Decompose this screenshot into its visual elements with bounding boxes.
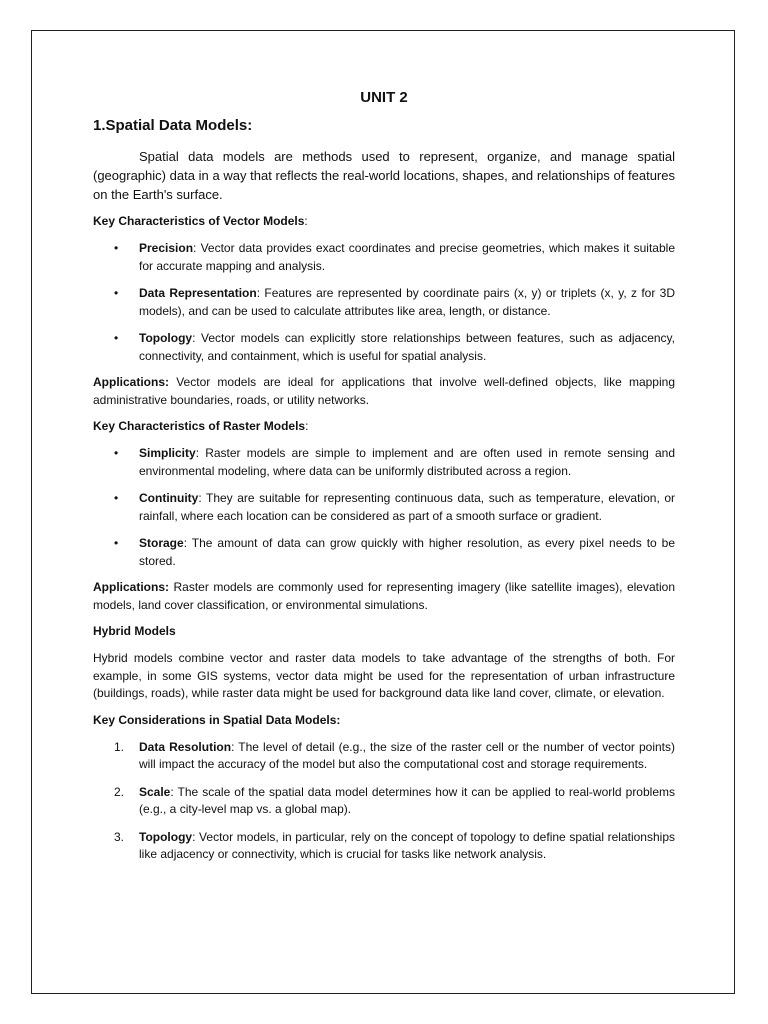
list-item: [93, 240, 675, 275]
item-term: Storage: [139, 536, 184, 550]
raster-heading-colon: :: [305, 419, 309, 433]
item-text: : Features are represented by coordinate pairs (x, y) or triplets (x, y, z for 3D models), and can be used to calculate attributes like area, length, or distance.: [139, 286, 675, 318]
list-item: [93, 490, 675, 525]
list-item: [93, 330, 675, 365]
item-text: : Raster models are simple to implement and are often used in remote sensing and environmental modeling, where data can be uniformly distributed across a region.: [139, 446, 675, 478]
hybrid-heading: Hybrid Models: [93, 624, 176, 638]
list-item: [93, 535, 675, 570]
item-text: : Vector data provides exact coordinates and precise geometries, which makes it suitable for accurate mapping and analysis.: [139, 241, 675, 273]
vector-heading: [93, 213, 675, 230]
bullet-icon: •: [114, 446, 119, 460]
unit-title: UNIT 2: [360, 89, 408, 106]
vector-applications: [93, 374, 675, 409]
list-item: [93, 739, 675, 774]
bullet-icon: •: [114, 491, 119, 505]
item-term: Scale: [139, 784, 171, 799]
item-term: Simplicity: [139, 446, 196, 460]
raster-applications: [93, 579, 675, 614]
list-item: [93, 784, 675, 819]
considerations-heading: Key Considerations in Spatial Data Models:: [93, 712, 341, 727]
applications-text: Vector models are ideal for applications that involve well-defined objects, like mapping administrative boundaries, roads, or utility networks.: [93, 375, 675, 407]
document-content: [93, 89, 675, 873]
bullet-icon: •: [114, 536, 119, 550]
item-text: : Vector models can explicitly store relationships between features, such as adjacency, connectivity, and containment, which is useful for spatial analysis.: [139, 331, 675, 363]
item-term: Data Representation: [139, 286, 257, 300]
raster-characteristics-list: [93, 445, 675, 570]
item-term: Precision: [139, 241, 194, 255]
item-text: : The amount of data can grow quickly with higher resolution, as every pixel needs to be stored.: [139, 536, 675, 568]
item-number: 1.: [114, 739, 125, 754]
list-item: [93, 285, 675, 320]
item-text: : They are suitable for representing continuous data, such as temperature, elevation, or rainfall, where each location can be considered as part of a smooth surface or gradient.: [139, 491, 675, 523]
item-text: : The scale of the spatial data model determines how it can be applied to real-world problems (e.g., a city-level map vs. a global map).: [139, 784, 675, 816]
item-term: Continuity: [139, 491, 199, 505]
intro-paragraph: Spatial data models are methods used to represent, organize, and manage spatial (geographic) data in a way that reflects the real-world locations, shapes, and relationships of features on the Earth's surface.: [93, 149, 675, 202]
item-text: : Vector models, in particular, rely on the concept of topology to define spatial relationships like adjacency or connectivity, which is crucial for tasks like network analysis.: [139, 829, 675, 861]
item-number: 2.: [114, 784, 125, 799]
vector-heading-text: Key Characteristics of Vector Models: [93, 214, 305, 228]
raster-heading: [93, 418, 675, 435]
considerations-list: [93, 739, 675, 864]
list-item: [93, 445, 675, 480]
applications-label: Applications:: [93, 375, 170, 389]
item-term: Data Resolution: [139, 739, 232, 754]
item-term: Topology: [139, 331, 193, 345]
item-term: Topology: [139, 829, 193, 844]
list-item: [93, 829, 675, 864]
raster-heading-text: Key Characteristics of Raster Models: [93, 419, 306, 433]
applications-text: Raster models are commonly used for representing imagery (like satellite images), elevation models, land cover classification, or environmental simulations.: [93, 580, 675, 612]
section-title: 1.Spatial Data Models:: [93, 117, 253, 134]
bullet-icon: •: [114, 241, 119, 255]
item-text: : The level of detail (e.g., the size of the raster cell or the number of vector points) will impact the accuracy of the model but also the computational cost and storage requirements.: [139, 739, 676, 771]
hybrid-paragraph: Hybrid models combine vector and raster data models to take advantage of the strengths of both. For example, in some GIS systems, vector data might be used for the representation of urban infrastructure (buildings, roads), while raster data might be used for background data like land cover, climate, or elevation.: [93, 651, 675, 700]
applications-label: Applications:: [93, 580, 170, 594]
item-number: 3.: [114, 829, 125, 844]
vector-heading-colon: :: [304, 214, 308, 228]
bullet-icon: •: [114, 286, 119, 300]
vector-characteristics-list: [93, 240, 675, 365]
bullet-icon: •: [114, 331, 119, 345]
